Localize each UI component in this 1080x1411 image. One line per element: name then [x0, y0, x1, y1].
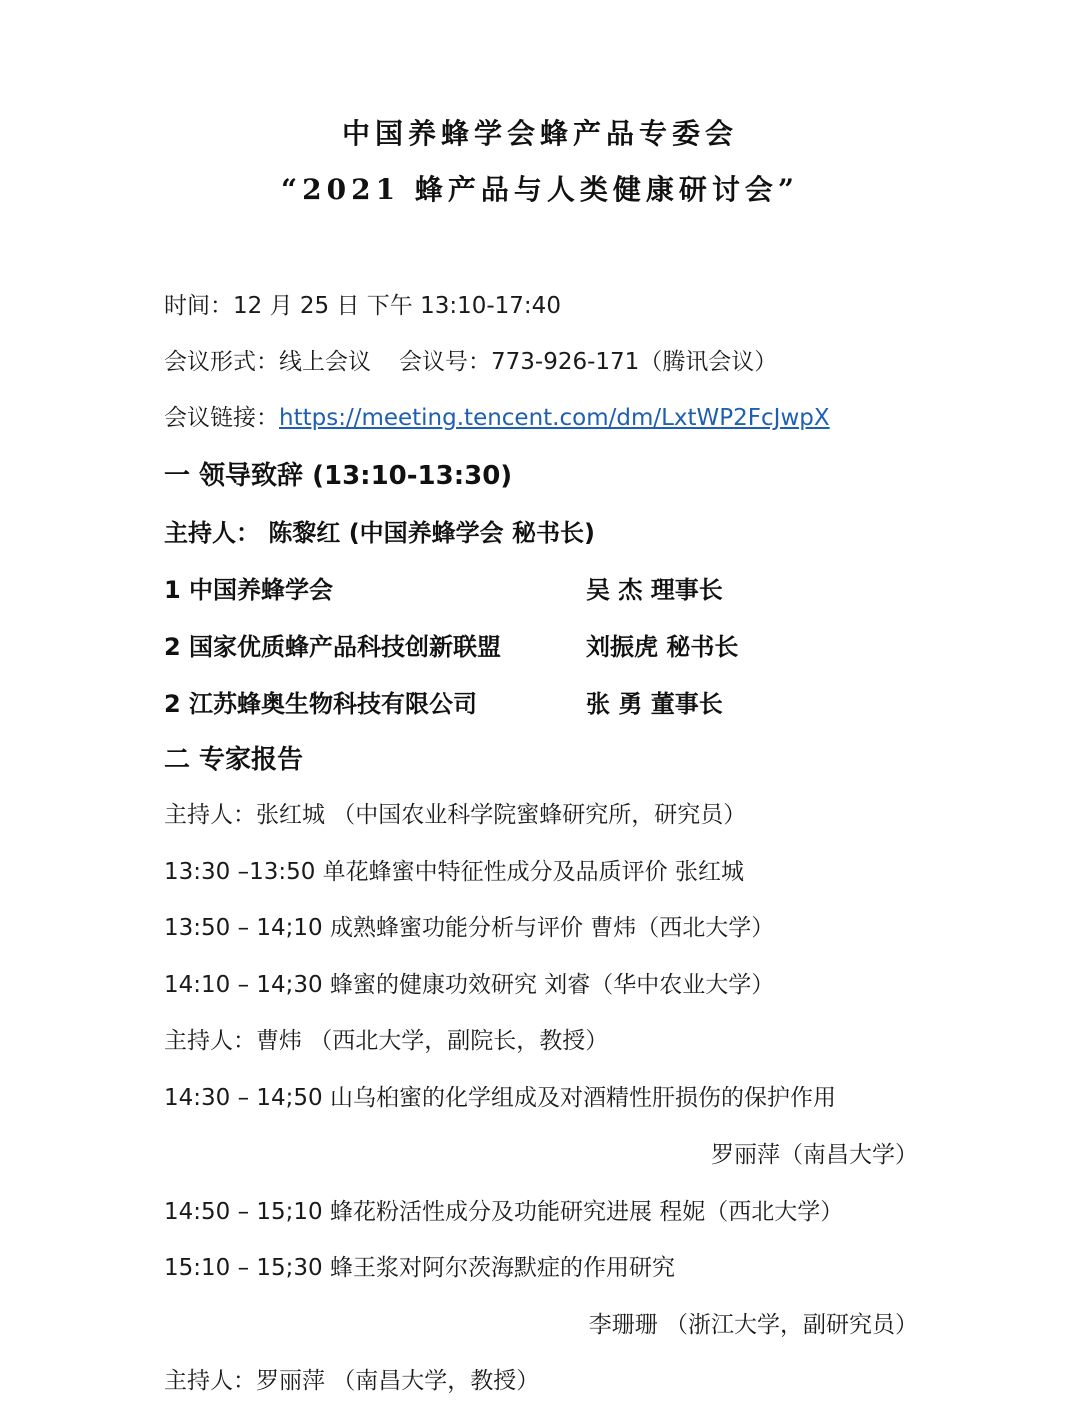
format-line [164, 343, 777, 376]
talk-2: 13:50 – 14;10 成熟蜂蜜功能分析与评价 曹炜（西北大学） [164, 915, 775, 941]
section-2-host-3: 主持人：罗丽萍 （南昌大学，教授） [164, 1368, 540, 1394]
section-1-host: 主持人： 陈黎红 (中国养蜂学会 秘书长) [164, 519, 596, 547]
title-line-1: 中国养蜂学会蜂产品专委会 [341, 117, 738, 150]
leader-person-3: 张 勇 董事长 [586, 690, 723, 718]
talk-1: 13:30 –13:50 单花蜂蜜中特征性成分及品质评价 张红城 [164, 859, 744, 885]
talk-3: 14:10 – 14;30 蜂蜜的健康功效研究 刘睿（华中农业大学） [164, 972, 775, 998]
leader-org-2: 2 国家优质蜂产品科技创新联盟 [164, 633, 502, 661]
section-2-host-1: 主持人：张红城 （中国农业科学院蜜蜂研究所，研究员） [164, 802, 747, 828]
talk-4-speaker: 罗丽萍（南昌大学） [711, 1142, 918, 1168]
meeting-id-label: 会议号： [399, 349, 491, 375]
leader-org-1: 1 中国养蜂学会 [164, 576, 334, 604]
talk-4: 14:30 – 14;50 山乌桕蜜的化学组成及对酒精性肝损伤的保护作用 [164, 1085, 836, 1111]
section-2-heading: 二 专家报告 [164, 745, 304, 775]
section-2-host-2: 主持人：曹炜 （西北大学，副院长，教授） [164, 1028, 609, 1054]
talk-5: 14:50 – 15;10 蜂花粉活性成分及功能研究进展 程妮（西北大学） [164, 1199, 844, 1225]
format-value: 线上会议 [279, 349, 371, 375]
link-line [164, 399, 830, 432]
meeting-link[interactable]: https://meeting.tencent.com/dm/LxtWP2FcJwpX [279, 405, 830, 431]
time-line [164, 287, 561, 320]
title-line-2: “2021 蜂产品与人类健康研讨会” [281, 173, 799, 206]
link-label: 会议链接： [164, 405, 279, 431]
time-value: 12 月 25 日 下午 13:10-17:40 [233, 293, 561, 319]
leader-person-1: 吴 杰 理事长 [586, 576, 723, 604]
talk-6-speaker: 李珊珊 （浙江大学，副研究员） [588, 1312, 918, 1338]
leader-person-2: 刘振虎 秘书长 [586, 633, 739, 661]
meeting-id-value: 773-926-171（腾讯会议） [491, 349, 778, 375]
talk-6: 15:10 – 15;30 蜂王浆对阿尔茨海默症的作用研究 [164, 1255, 675, 1281]
format-label: 会议形式： [164, 349, 279, 375]
leader-org-3: 2 江苏蜂奥生物科技有限公司 [164, 690, 478, 718]
time-label: 时间： [164, 293, 233, 319]
section-1-heading: 一 领导致辞 (13:10-13:30) [164, 461, 513, 491]
